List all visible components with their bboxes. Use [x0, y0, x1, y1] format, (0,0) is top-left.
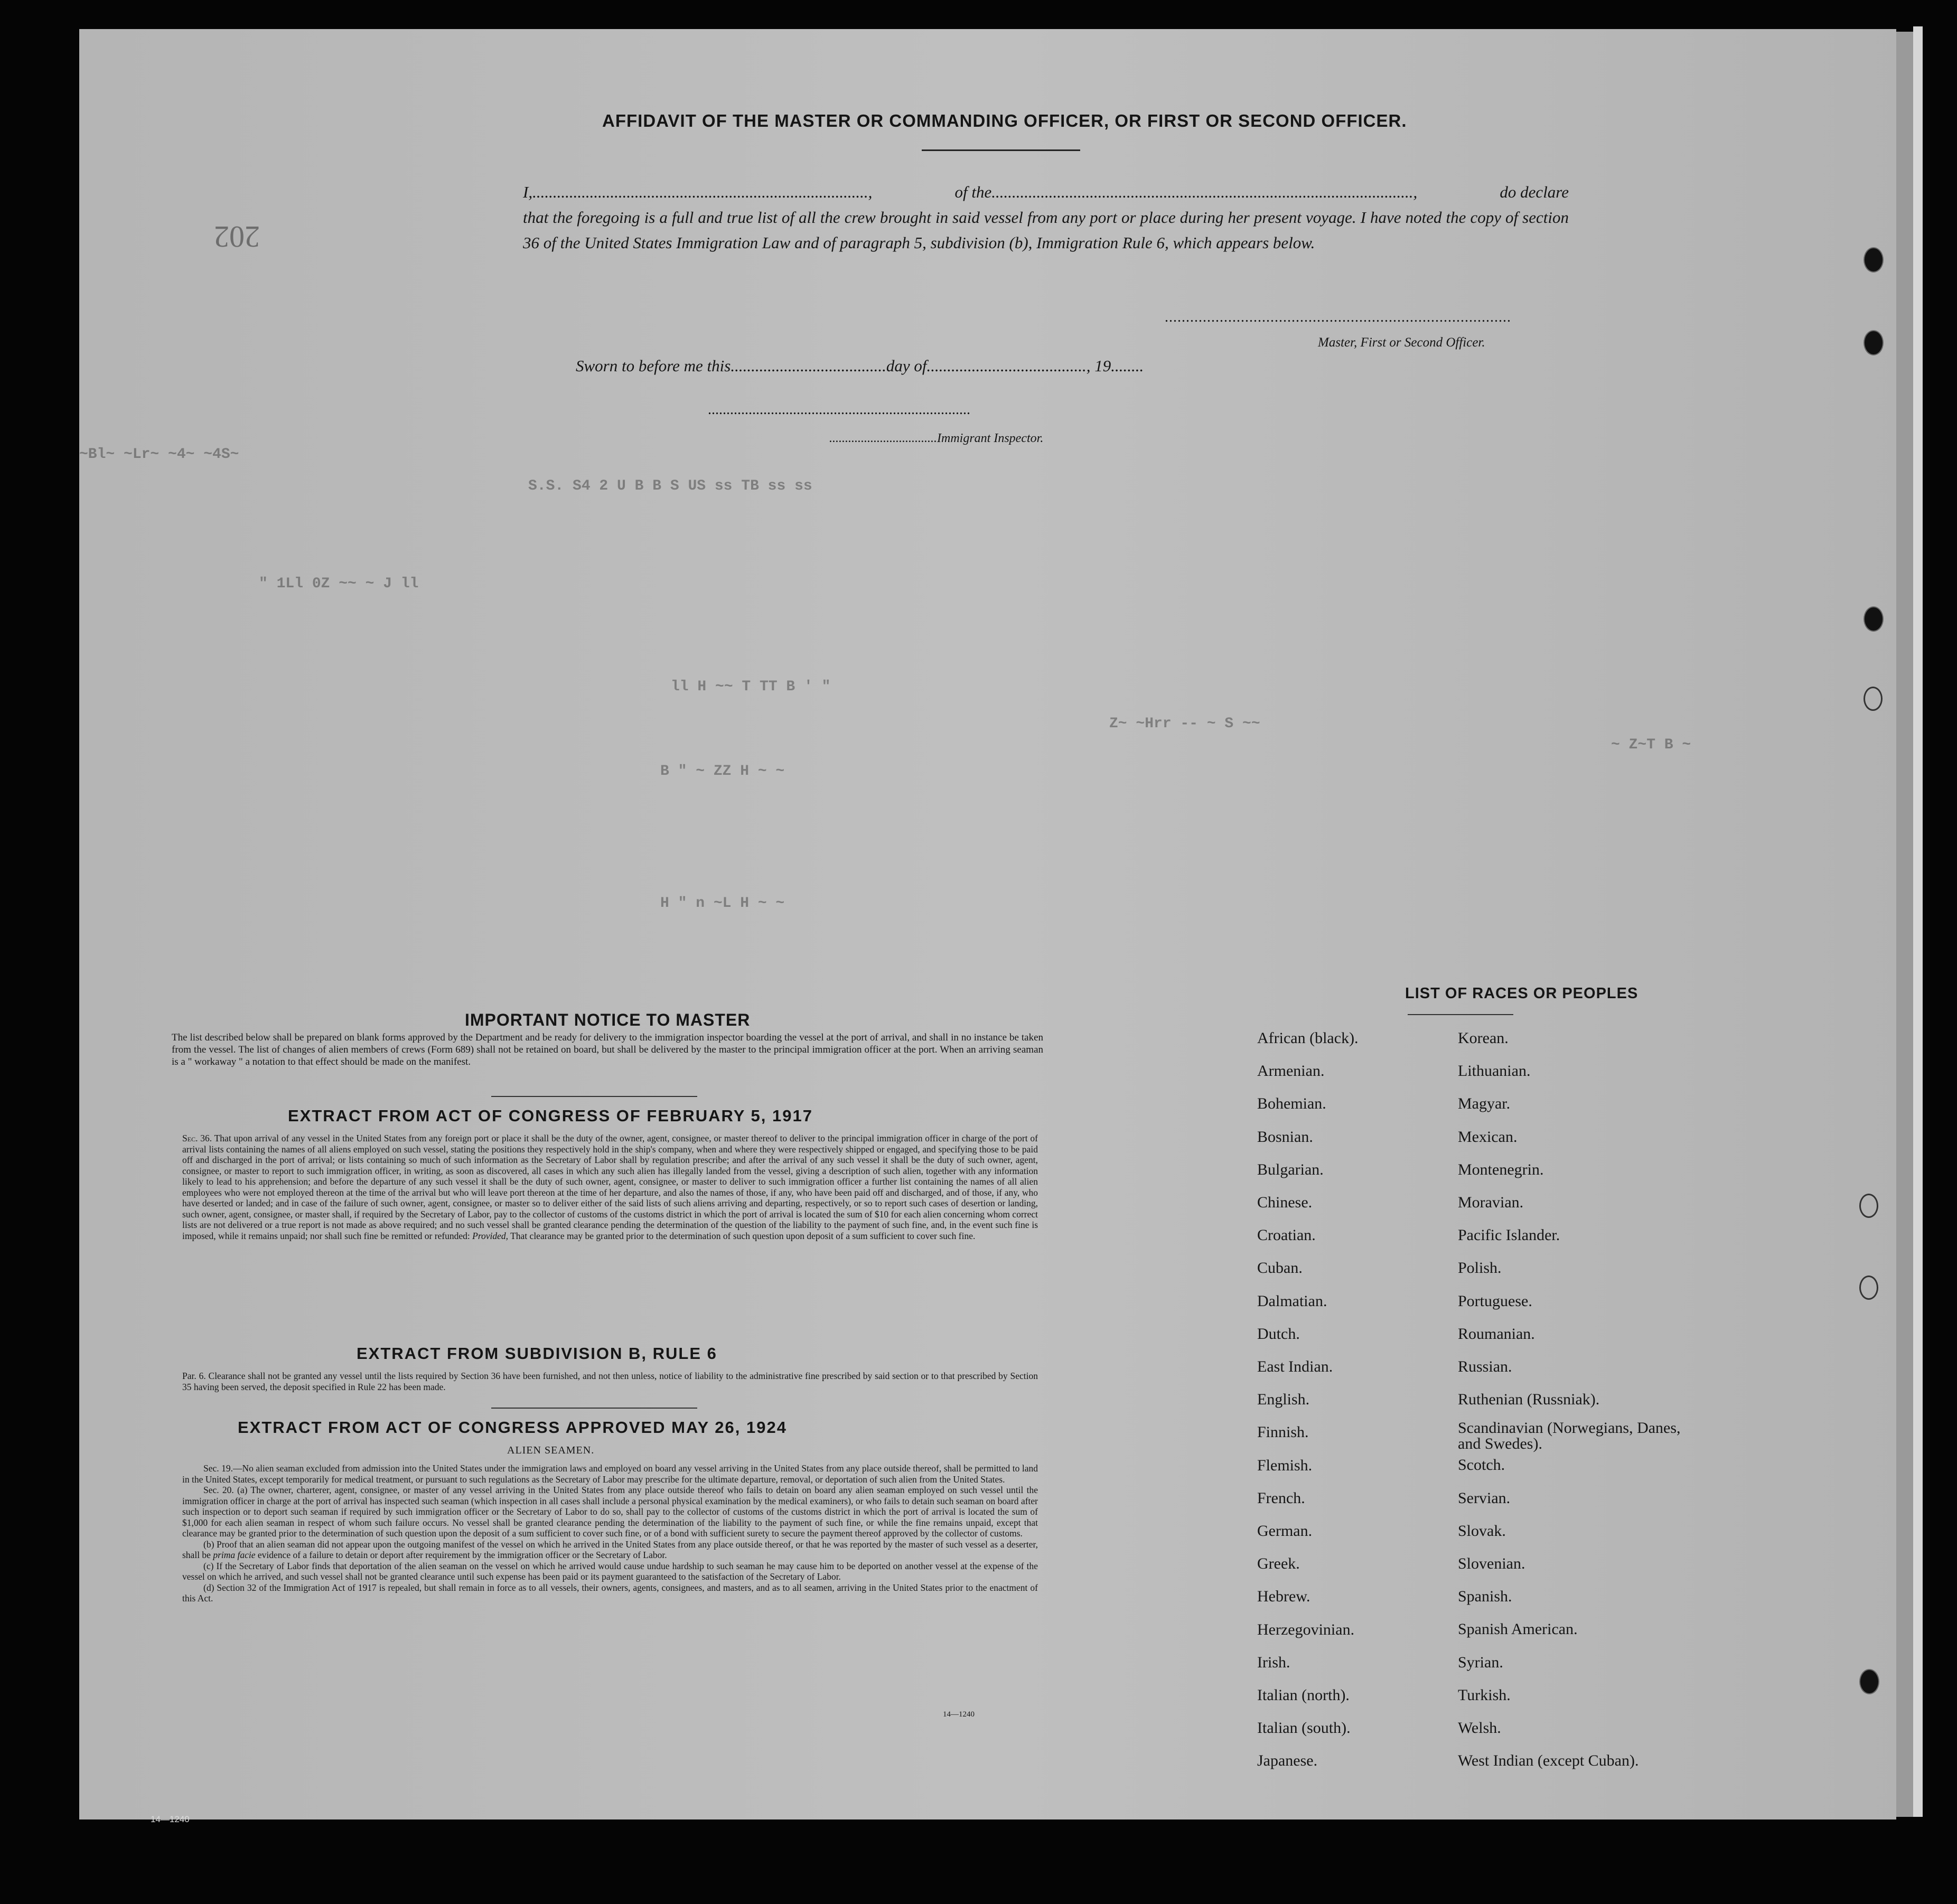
race-item: Flemish. — [1257, 1456, 1313, 1474]
race-item: Cuban. — [1257, 1259, 1303, 1277]
page-edge-strip-outer — [1913, 26, 1923, 1817]
race-item: Chinese. — [1257, 1194, 1313, 1212]
race-item: Spanish American. — [1458, 1620, 1578, 1638]
extract-rule6-title: EXTRACT FROM SUBDIVISION B, RULE 6 — [357, 1344, 717, 1363]
race-item: Syrian. — [1458, 1653, 1503, 1671]
sec-20d-text: (d) Section 32 of the Immigration Act of 1917 is repealed, but shall remain in force as to all vessels, their owners, agents, consignees, and masters, and as to all seamen, arriving in the United States prior to the enactment of this Act. — [182, 1582, 1038, 1603]
vessel-name-blank[interactable]: of the......................................................................................................., — [954, 183, 1418, 201]
race-item: Pacific Islander. — [1458, 1226, 1560, 1244]
race-item: Hebrew. — [1257, 1588, 1310, 1606]
race-item: Dalmatian. — [1257, 1292, 1327, 1310]
bleed-through-row: ll H ~~ T TT B ' " — [671, 679, 831, 695]
section-divider — [491, 1408, 697, 1409]
race-item: Croatian. — [1257, 1226, 1316, 1244]
race-item: Spanish. — [1458, 1588, 1512, 1606]
race-item: Russian. — [1458, 1358, 1512, 1376]
signature-label: Master, First or Second Officer. — [1318, 335, 1485, 350]
race-item: West Indian (except Cuban). — [1458, 1752, 1639, 1770]
extract-1917-title: EXTRACT FROM ACT OF CONGRESS OF FEBRUARY 5, 1917 — [288, 1106, 813, 1125]
race-item: Greek. — [1257, 1555, 1300, 1573]
bleed-through-row: ~ Z~T B ~ — [1611, 737, 1691, 753]
punch-hole — [1864, 247, 1884, 273]
section-divider — [491, 1096, 697, 1097]
form-code: 14—1240 — [943, 1710, 975, 1719]
race-item: Montenegrin. — [1458, 1160, 1544, 1178]
sec-36-text: That upon arrival of any vessel in the United States from any foreign port or place it shall be the duty of the owner, agent, consignee, or master thereof to deliver to the principal immigration officer in charge of the port of arrival lists containing the names of all aliens employed on such vessel, stating the positions they respectively hold in the ship's company, when and where they were respectively shipped or engaged, and specifying those to be paid off and discharged in the port of arrival; or lists containing so much of such information as the Secretary of Labor shall by regulation prescribe; and after the arrival of any such vessel it shall be the duty of such owner, agent, consignee, or master to report to such immigration officer, in writing, as soon as discovered, all cases in which any such alien has illegally landed from the vessel, giving a description of such alien, together with any information likely to lead to his apprehension; and before the departure of any such vessel it shall be the duty of such owner, agent, consignee, or master to deliver to such immigration officer a further list containing the names of all alien employees who were not employed thereon at the time of the arrival but who will leave port thereon at the time of her departure, and also the names of those, if any, who have been paid off and discharged, and of those, if any, who have deserted or landed; and in case of the failure of such owner, agent, consignee, or master so to deliver either of the said lists of such aliens arriving and departing, respectively, or so to report such cases of desertion or landing, such owner, agent, consignee, or master shall, if required by the Secretary of Labor, pay to the collector of customs of the customs district in which the port of arrival is located the sum of $10 for each alien concerning whom correct lists are not delivered or a true report is not made as above required; and no such vessel shall be granted clearance pending the determination of the question of the liability to the payment of such fine, and, in the event such fine is imposed, while it remains unpaid; nor shall such fine be remitted or refunded: — [182, 1133, 1038, 1241]
race-item: East Indian. — [1257, 1358, 1333, 1376]
page-number: 202 — [214, 220, 260, 254]
bleed-through-row: Z~ ~Hrr -- ~ S ~~ — [1109, 716, 1260, 732]
race-item: German. — [1257, 1522, 1313, 1540]
race-item: Korean. — [1458, 1029, 1509, 1047]
race-item: Italian (north). — [1257, 1686, 1350, 1704]
race-item: Polish. — [1458, 1259, 1502, 1277]
inspector-label: ..................................Immigrant Inspector. — [829, 432, 1044, 445]
notice-title: IMPORTANT NOTICE TO MASTER — [465, 1010, 751, 1029]
races-divider — [1408, 1014, 1513, 1015]
race-item: Welsh. — [1458, 1719, 1501, 1737]
inspector-signature-line[interactable]: ....................................................................... — [708, 401, 970, 418]
declare-text: do declare — [1500, 183, 1569, 201]
affidavit-declaration-line — [523, 180, 1569, 205]
footer-form-code: 14—1240 — [151, 1814, 190, 1824]
race-item: Lithuanian. — [1458, 1062, 1531, 1080]
race-item: Bohemian. — [1257, 1095, 1326, 1113]
sec-20b-text — [182, 1539, 1038, 1561]
master-name-blank[interactable]: I,.................................................................................., — [523, 183, 873, 201]
punch-hole — [1864, 606, 1884, 632]
race-item: Bulgarian. — [1257, 1160, 1324, 1178]
race-item: Armenian. — [1257, 1062, 1325, 1080]
notice-body: The list described below shall be prepared on blank forms approved by the Department and be ready for delivery to the immigration inspector boarding the vessel at the port of arrival, and shall in no instance be taken from the vessel. The list of changes of alien members of crews (Form 689) shall not be retained on board, but shall be delivered by the master to the principal immigration officer at the port. When an arriving seaman is a " workaway " a notation to that effect should be made on the manifest. — [172, 1032, 1043, 1067]
punch-hole — [1859, 1194, 1878, 1218]
race-item: Dutch. — [1257, 1325, 1300, 1343]
race-item: Roumanian. — [1458, 1325, 1535, 1343]
race-item: Italian (south). — [1257, 1719, 1351, 1737]
bleed-through-row: " 1Ll 0Z ~~ ~ J ll — [259, 576, 419, 592]
race-item: Mexican. — [1458, 1128, 1518, 1146]
races-right-column — [1458, 1022, 1685, 1777]
race-item: Turkish. — [1458, 1686, 1511, 1704]
punch-hole — [1864, 330, 1884, 355]
race-item: Servian. — [1458, 1489, 1511, 1507]
race-item: Scotch. — [1458, 1456, 1505, 1474]
bleed-through-row: S.S. S4 2 U B B S US ss TB ss ss — [528, 478, 812, 494]
sec-20c-text: (c) If the Secretary of Labor finds that deportation of the alien seaman on the vessel on which he arrived would cause undue hardship to such seaman he may cause him to be deported on another vessel at the expense of the vessel on which he arrived, and such vessel shall not be granted clearance until such expense has been paid or its payment guaranteed to the satisfaction of the Secretary of Labor. — [182, 1560, 1038, 1582]
proviso-label: Provided, — [472, 1230, 509, 1241]
sec-20a-text: Sec. 20. (a) The owner, charterer, agent, consignee, or master of any vessel arriving in the United States from any place outside thereof who fails to detain on board any alien seaman employed on such vessel until the immigration officer in charge at the port of arrival has inspected such seaman (which inspection in all cases shall include a personal physical examination by the medical examiners), or who fails to detain such seaman on board after such inspection or to deport such seaman if required by such immigration officer or the Secretary of Labor to do so, shall pay to the collector of customs of the customs district in which the port of arrival is located the sum of $1,000 for each alien seaman in respect of whom such failure occurs. No vessel shall be granted clearance pending the determination of the liability to the payment of such fine, or while the fine remains unpaid, except that clearance may be granted prior to the determination of such question upon the deposit of a sum sufficient to cover such fine, or of a bond with sufficient surety to secure the payment thereof approved by the collector of customs. — [182, 1485, 1038, 1539]
alien-seamen-subtitle: ALIEN SEAMEN. — [507, 1445, 595, 1456]
extract-1917-body — [182, 1133, 1038, 1241]
race-item: Slovak. — [1458, 1522, 1506, 1540]
title-rule — [922, 149, 1080, 151]
race-item: Scandinavian (Norwegians, Danes, and Swedes). — [1458, 1419, 1681, 1453]
race-item: African (black). — [1257, 1029, 1359, 1047]
sec-20b-pre: (b) Proof that an alien seaman did not appear upon the outgoing manifest of the vessel on which he arrived in the United States from any place outside thereof, or that he was reported by the master of such vessel as a deserter, shall be — [182, 1539, 1038, 1560]
extract-1924-body — [182, 1463, 1038, 1604]
sec-20b-post: evidence of a failure to detain or deport after requirement by the immigration officer or the Secretary of Labor. — [257, 1550, 667, 1560]
races-left-column — [1257, 1022, 1359, 1778]
sworn-line[interactable]: Sworn to before me this......................................day of......................................., 19........ — [576, 357, 1144, 375]
proviso-text: That clearance may be granted prior to the determination of such question upon deposit of a sum sufficient to cover such fine. — [510, 1230, 976, 1241]
sec-19-text: Sec. 19.—No alien seaman excluded from admission into the United States under the immigration laws and employed on board any vessel arriving in the United States from any place outside thereof, shall be permitted to land in the United States, except temporarily for medical treatment, or pursuant to such regulations as the Secretary of Labor may prescribe for the ultimate departure, removal, or deportation of such alien from the United States. — [182, 1463, 1038, 1485]
bleed-through-row: ~Bl~ ~Lr~ ~4~ ~4S~ — [79, 446, 239, 463]
bleed-through-row: H " n ~L H ~ ~ — [660, 895, 785, 912]
punch-hole — [1859, 1275, 1878, 1300]
sec-36-label: Sec. 36. — [182, 1133, 212, 1143]
race-item: Magyar. — [1458, 1095, 1511, 1113]
page-edge-strip — [1896, 32, 1913, 1817]
manifest-page — [79, 29, 1896, 1819]
race-item: English. — [1257, 1391, 1310, 1409]
race-item: Portuguese. — [1458, 1292, 1532, 1310]
races-title: LIST OF RACES OR PEOPLES — [1405, 985, 1638, 1002]
affidavit-title: AFFIDAVIT OF THE MASTER OR COMMANDING OFFICER, OR FIRST OR SECOND OFFICER. — [602, 111, 1407, 130]
race-item: Herzegovinian. — [1257, 1620, 1355, 1638]
punch-hole — [1859, 1669, 1879, 1694]
race-item: Moravian. — [1458, 1194, 1524, 1212]
punch-hole — [1864, 687, 1883, 711]
signature-line[interactable]: .................................................................................. — [1165, 309, 1511, 325]
extract-1924-title: EXTRACT FROM ACT OF CONGRESS APPROVED MAY 26, 1924 — [238, 1418, 787, 1437]
race-item: Ruthenian (Russniak). — [1458, 1391, 1600, 1409]
race-item: Japanese. — [1257, 1752, 1318, 1770]
bleed-through-row: B " ~ ZZ H ~ ~ — [660, 763, 785, 780]
race-item: Irish. — [1257, 1653, 1290, 1671]
affidavit-statement: that the foregoing is a full and true list of all the crew brought in said vessel from any port or place during her present voyage. I have noted the copy of section 36 of the United States Immigration Law and of paragraph 5, subdivision (b), Immigration Rule 6, which appears below. — [523, 208, 1569, 252]
race-item: Slovenian. — [1458, 1555, 1525, 1573]
affidavit-body — [523, 180, 1569, 256]
extract-rule6-body: Par. 6. Clearance shall not be granted any vessel until the lists required by Section 36 have been furnished, and not then unless, notice of liability to the administrative fine prescribed by said section or to that prescribed by Section 35 having been served, the deposit specified in Rule 22 has been made. — [182, 1371, 1038, 1392]
race-item: Bosnian. — [1257, 1128, 1313, 1146]
race-item: French. — [1257, 1489, 1305, 1507]
race-item: Finnish. — [1257, 1423, 1309, 1441]
sec-20b-italic: prima facie — [213, 1550, 256, 1560]
